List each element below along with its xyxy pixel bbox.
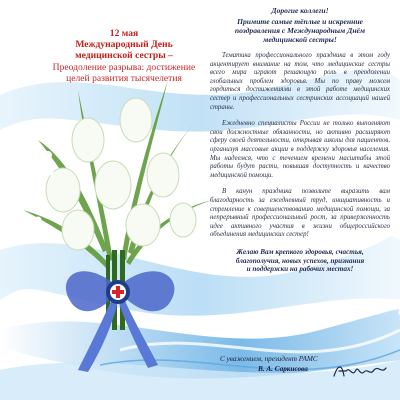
red-cross-badge-icon (106, 280, 130, 304)
greeting-block (210, 6, 390, 44)
holiday-header (44, 28, 204, 84)
wishes-block (210, 248, 390, 274)
tulips-bouquet-icon (18, 80, 218, 380)
signature-name: В. А. Саркисова (258, 364, 308, 373)
letter-paragraph: В канун праздника позвольте выразить вам благодарность за ежедневный труд, инициативность и стремление к совершенствованию медицинской помощи, за непрерывный профессиональный рост, за приверженность идее активного участия в жизни общероссийского объединения медицинских сестер! (210, 188, 390, 239)
letter-body (210, 6, 390, 274)
signature-title: С уважением, президент РАМС (220, 355, 318, 363)
greeting-address: Дорогие коллеги! (271, 6, 329, 15)
header-title-line1: Международный День (75, 39, 173, 50)
wishes-line: и поддержки на рабочих местах! (246, 265, 354, 274)
greeting-line: Примите самые тёплые и искренние (237, 17, 363, 26)
letter-paragraph: Ежедневно специалисты России не только выполняют свои должностные обязанности, но активно расширяют сферу своей деятельности, открывая школы для пациентов, организуя массовые акции в поддержку здоровья населения. Мы надеемся, что с течением времени масштабы этой работы будут расти, повышая доступность и качество медицинской помощи. (210, 120, 390, 179)
header-date: 12 мая (109, 28, 139, 39)
header-title-line2: медицинской сестры – (75, 50, 173, 61)
letter-paragraph: Тематика профессионального праздника в этом году акцентирует внимание на том, что медицинские сестры всего мира играют решающую роль в преодолении глобальных проблем здоровья. Мы по праву можем гордиться достижениями в этой работе медицинских сестер и профессиональных сестринских ассоциаций нашей страны. (210, 52, 390, 111)
handwritten-signature-icon (330, 360, 390, 382)
header-theme-line2: целей развития тысячелетия (66, 73, 182, 84)
greeting-line: поздравления с Международным Днём (234, 26, 366, 35)
wishes-line: Желаю Вам крепкого здоровья, счастья, (236, 247, 364, 256)
greeting-line: медицинской сестры! (263, 35, 337, 44)
wishes-line: благополучия, новых успехов, признания (235, 256, 365, 265)
header-theme-line1: Преодоление разрыва: достижение (52, 62, 196, 73)
